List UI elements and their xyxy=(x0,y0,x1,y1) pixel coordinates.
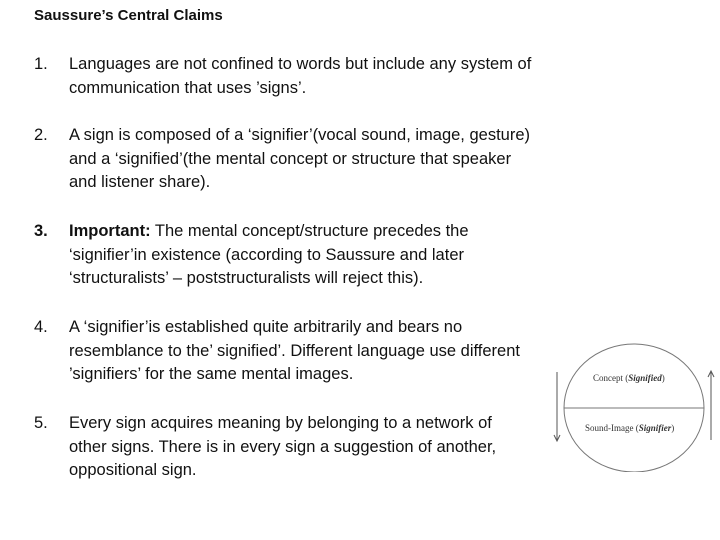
sign-diagram xyxy=(553,342,720,472)
list-number: 3. xyxy=(34,222,48,240)
list-item-1 xyxy=(34,53,534,100)
list-item-text: Every sign acquires meaning by belonging to a network of other signs. There is in every sign a suggestion of another, oppositional sign. xyxy=(69,414,497,479)
list-number: 1. xyxy=(34,55,48,73)
list-number: 4. xyxy=(34,318,48,336)
list-item-2 xyxy=(34,124,534,195)
list-number: 5. xyxy=(34,414,48,432)
list-item-text: The mental concept/structure precedes the ‘signifier’in existence (according to Saussure and later ‘structuralists’ – poststructuralists will reject this). xyxy=(69,222,469,287)
signifier-label: Sound-Image (Signifier) xyxy=(585,423,675,433)
list-item-5 xyxy=(34,412,534,483)
list-number: 2. xyxy=(34,126,48,144)
list-item-body xyxy=(69,220,534,291)
list-item-3 xyxy=(34,220,534,291)
list-item-text: A ‘signifier’is established quite arbitrarily and bears no resemblance to the’ signified’. Different language use different ’signifiers’ for the same mental images. xyxy=(69,318,520,383)
list-item-text: Languages are not confined to words but include any system of communication that uses ’signs’. xyxy=(69,55,532,97)
page-title: Saussure’s Central Claims xyxy=(34,7,223,24)
list-item-4 xyxy=(34,316,534,387)
list-item-text: A sign is composed of a ‘signifier’(vocal sound, image, gesture) and a ‘signified’(the mental concept or structure that speaker and listener share). xyxy=(69,126,531,191)
signified-label: Concept (Signified) xyxy=(593,373,665,383)
important-lead: Important: xyxy=(69,222,151,240)
sign-diagram-svg xyxy=(553,342,720,472)
